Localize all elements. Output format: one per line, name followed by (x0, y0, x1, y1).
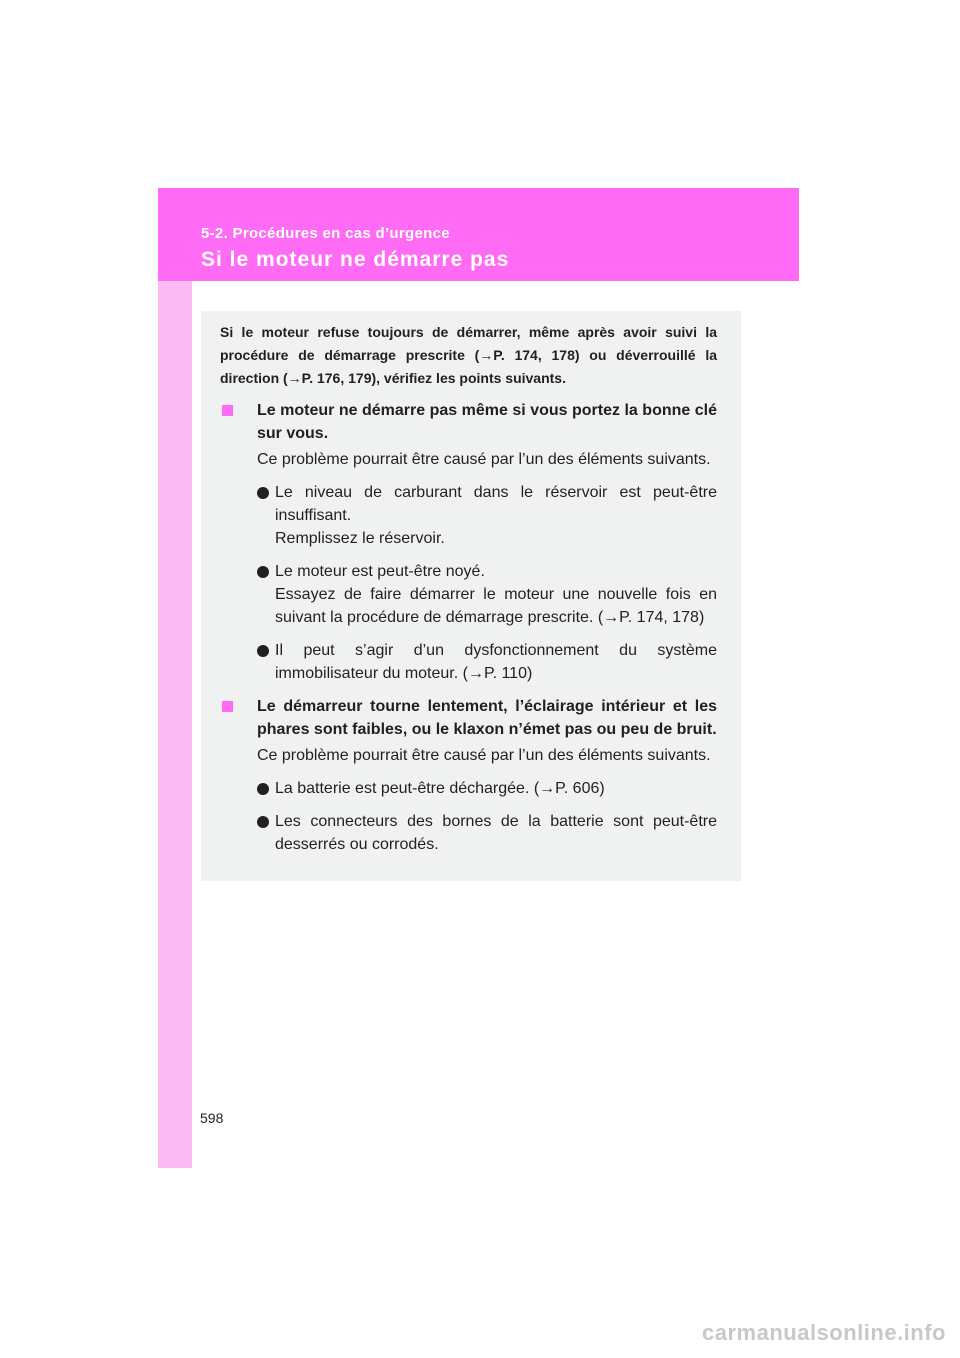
list-item (220, 481, 717, 550)
list-item (220, 639, 717, 685)
bullet-dot-icon (257, 487, 269, 499)
list-item-remedy: Remplissez le réservoir. (275, 530, 445, 547)
page-title: Si le moteur ne démarre pas (201, 248, 510, 271)
section-desc: Ce problème pourrait être causé par l’un des éléments suivants. (257, 451, 711, 468)
bullet-dot-icon (257, 645, 269, 657)
bullet-dot-icon (257, 566, 269, 578)
section-heading-text: Le démarreur tourne lentement, l’éclairage intérieur et les phares sont faibles, ou le klaxon n’émet pas ou peu de bruit. (257, 698, 717, 738)
square-bullet-icon (222, 701, 233, 712)
section-heading (220, 695, 717, 741)
section-label: 5-2. Procédures en cas d’urgence (201, 225, 450, 242)
section-desc: Ce problème pourrait être causé par l’un des éléments suivants. (257, 747, 711, 764)
list-item (220, 560, 717, 629)
list-item-remedy: Essayez de faire démarrer le moteur une nouvelle fois en suivant la procédure de démarrage prescrite. (→P. 174, 178) (275, 586, 717, 626)
section-heading (220, 399, 717, 445)
list-item-text: Les connecteurs des bornes de la batterie sont peut-être desserrés ou corrodés. (275, 813, 717, 853)
watermark: carmanualsonline.info (702, 1320, 946, 1345)
intro-text: Si le moteur refuse toujours de démarrer, même après avoir suivi la procédure de démarrage prescrite (→P. 174, 178) ou déverrouillé la direction (→P. 176, 179), vérifiez les points suivants. (220, 324, 717, 386)
section-heading-text: Le moteur ne démarre pas même si vous portez la bonne clé sur vous. (257, 402, 717, 442)
square-bullet-icon (222, 405, 233, 416)
list-item (220, 810, 717, 856)
bullet-dot-icon (257, 783, 269, 795)
list-item-text: Le niveau de carburant dans le réservoir est peut-être insuffisant. (275, 484, 717, 524)
list-item-text: Le moteur est peut-être noyé. (275, 563, 485, 580)
list-item-text: Il peut s’agir d’un dysfonctionnement du système immobilisateur du moteur. (→P. 110) (275, 642, 717, 682)
list-item (220, 777, 717, 800)
list-item-text: La batterie est peut-être déchargée. (→P. 606) (275, 780, 605, 797)
bullet-dot-icon (257, 816, 269, 828)
side-strip (158, 188, 192, 1168)
content-box (201, 311, 741, 881)
page-number: 598 (200, 1110, 224, 1126)
